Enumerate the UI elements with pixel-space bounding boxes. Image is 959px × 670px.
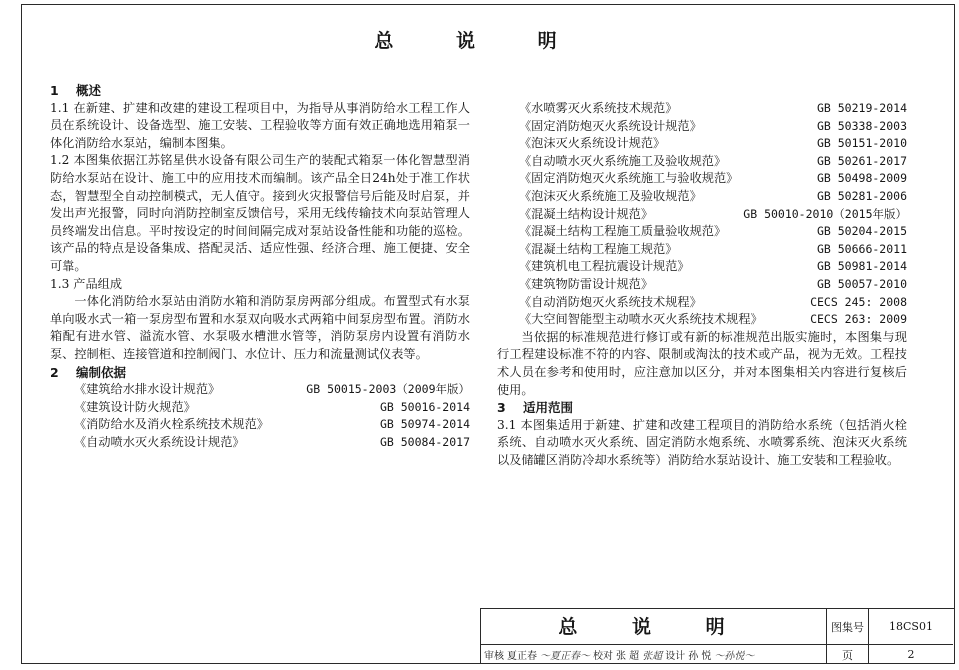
section-1-heading: 1 概述 <box>50 83 102 98</box>
right-column <box>497 100 907 469</box>
standard-code: CECS 263: 2009 <box>810 312 907 327</box>
design-label: 设计 <box>665 651 686 662</box>
atlas-number: 18CS01 <box>869 609 953 645</box>
standard-code: GB 50974-2014 <box>379 417 470 432</box>
left-column <box>50 82 470 451</box>
standard-name: 《自动喷水灭火系统设计规范》 <box>74 434 245 449</box>
standard-item <box>497 100 907 118</box>
standard-code: GB 50010-2010（2015年版） <box>743 206 907 221</box>
section-3-heading: 3 适用范围 <box>497 400 574 416</box>
standard-item <box>497 276 907 294</box>
standard-name: 《混凝土结构工程施工规范》 <box>519 241 678 256</box>
standard-item <box>497 153 907 171</box>
review-name: 夏正春 <box>507 651 537 662</box>
standard-name: 《建筑机电工程抗震设计规范》 <box>519 259 690 274</box>
standard-name: 《混凝土结构工程施工质量验收规范》 <box>519 224 727 239</box>
standard-item <box>497 206 907 224</box>
standard-code: GB 50016-2014 <box>379 399 470 414</box>
paragraph-1-1: 1.1 在新建、扩建和改建的建设工程项目中，为指导从事消防给水工程工作人员在系统设计、设备选型、施工安装、工程验收等方面有效正确地选用箱泵一体化消防给水泵站，编制本图集。 <box>50 100 470 150</box>
standard-item <box>50 399 470 417</box>
standard-name: 《自动喷水灭火系统施工及验收规范》 <box>519 153 727 168</box>
review-signature: ～夏正春～ <box>540 651 590 662</box>
check-name: 张 超 <box>616 651 640 662</box>
title-block <box>480 608 954 664</box>
atlas-number-label: 图集号 <box>827 609 869 645</box>
page-label: 页 <box>827 645 869 664</box>
check-label: 校对 <box>593 651 613 662</box>
standard-name: 《大空间智能型主动喷水灭火系统技术规程》 <box>519 312 763 327</box>
standard-name: 《固定消防炮灭火系统施工与验收规范》 <box>519 171 739 186</box>
standard-name: 《建筑给水排水设计规范》 <box>74 382 221 397</box>
section-2-heading: 2 编制依据 <box>50 364 127 380</box>
paragraph-3-1: 3.1 本图集适用于新建、扩建和改建工程项目的消防给水系统（包括消火栓系统、自动喷水灭火系统、固定消防水炮系统、水喷雾系统、泡沫灭火系统以及储罐区消防冷却水系统等）消防给水泵站设计、施工安装和工程验收。 <box>497 417 907 467</box>
standard-code: GB 50281-2006 <box>816 188 907 203</box>
standard-code: GB 50666-2011 <box>816 241 907 256</box>
standard-item <box>497 241 907 259</box>
standard-code: GB 50338-2003 <box>816 118 907 133</box>
design-name: 孙 悦 <box>688 651 712 662</box>
standard-code: GB 50151-2010 <box>816 136 907 151</box>
standard-item <box>497 188 907 206</box>
standard-code: GB 50981-2014 <box>816 259 907 274</box>
standard-item <box>50 381 470 399</box>
subheading-1-3: 1.3 产品组成 <box>50 276 123 291</box>
standard-item <box>497 311 907 329</box>
standard-name: 《消防给水及消火栓系统技术规范》 <box>74 417 269 432</box>
standard-name: 《自动消防炮灭火系统技术规程》 <box>519 294 702 309</box>
standard-item <box>497 294 907 312</box>
standard-item <box>497 170 907 188</box>
standard-code: GB 50498-2009 <box>816 171 907 186</box>
design-signature: ～孙悦～ <box>714 651 755 662</box>
standard-item <box>497 223 907 241</box>
review-label: 审核 <box>484 651 504 662</box>
page-number: 2 <box>907 648 915 661</box>
standard-item <box>50 416 470 434</box>
standard-item <box>497 118 907 136</box>
paragraph-1-3: 一体化消防给水泵站由消防水箱和消防泵房两部分组成。布置型式有水泵单向吸水式一箱一泵房型布置和水泵双向吸水式两箱中间泵房型布置。消防水箱配有进水管、溢流水管、水泵吸水槽泄水管等，消防泵房内设置有消防水泵、控制柜、连接管道和控制阀门、水位计、压力和流量测试仪表等。 <box>50 294 470 361</box>
standard-code: GB 50015-2003（2009年版） <box>306 382 470 397</box>
standards-list-right <box>497 100 907 329</box>
standard-code: CECS 245: 2008 <box>810 294 907 309</box>
standard-name: 《建筑设计防火规范》 <box>74 399 196 414</box>
paragraph-1-2: 1.2 本图集依据江苏铭星供水设备有限公司生产的装配式箱泵一体化智慧型消防给水泵站在设计、施工中的应用技术而编制。该产品全日24h处于准工作状态，智慧型全自动控制模式，无人值守。接到火灾报警信号后能及时启泵，并发出声光报警，同时向消防控制室反馈信号，采用无线传输技术向泵站管理人员终端发出信息。平时按设定的时间间隔完成对泵站设备性能和功能的巡检。该产品的特点是设备集成、搭配灵活、适应性强、经济合理、施工便捷、安全可靠。 <box>50 153 470 273</box>
title-block-title: 总 说 明 <box>481 609 827 645</box>
standards-list-left <box>50 381 470 451</box>
standard-name: 《固定消防炮灭火系统设计规范》 <box>519 118 702 133</box>
standard-item <box>50 434 470 452</box>
standard-code: GB 50057-2010 <box>816 276 907 291</box>
standard-item <box>497 258 907 276</box>
standard-code: GB 50204-2015 <box>816 224 907 239</box>
standard-name: 《建筑物防雷设计规范》 <box>519 276 654 291</box>
signature-row <box>481 645 827 664</box>
check-signature: 张超 <box>642 651 663 662</box>
standards-note: 当依据的标准规范进行修订或有新的标准规范出版实施时，本图集与现行工程建设标准不符的内容、限制或淘汰的技术或产品，视为无效。工程技术人员在参考和使用时，应注意加以区分，并对本图集相关内容进行复核后使用。 <box>497 329 907 397</box>
standard-code: GB 50084-2017 <box>379 434 470 449</box>
standard-code: GB 50219-2014 <box>816 101 907 115</box>
standard-code: GB 50261-2017 <box>816 153 907 168</box>
standard-item <box>497 135 907 153</box>
page-title: 总 说 明 <box>374 30 585 52</box>
standard-name: 《混凝土结构设计规范》 <box>519 206 654 221</box>
standard-name: 《水喷雾灭火系统技术规范》 <box>519 101 678 115</box>
standard-name: 《泡沫灭火系统施工及验收规范》 <box>519 188 702 203</box>
standard-name: 《泡沫灭火系统设计规范》 <box>519 136 666 151</box>
